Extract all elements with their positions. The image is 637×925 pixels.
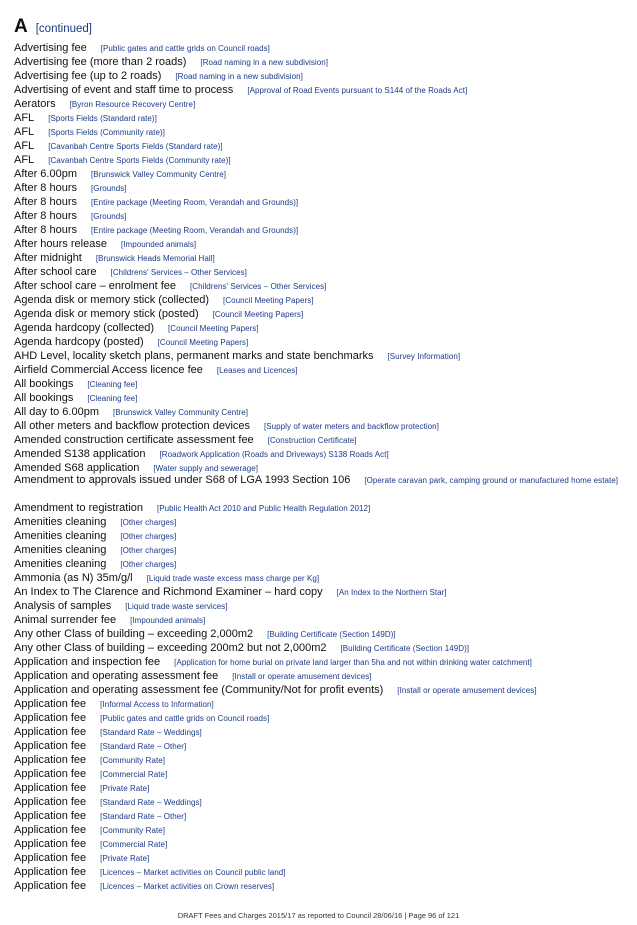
entry-reference[interactable]: [Byron Resource Recovery Centre] xyxy=(69,100,196,109)
index-entry xyxy=(14,598,626,612)
index-entry xyxy=(14,362,626,376)
entry-reference[interactable]: [Other charges] xyxy=(120,546,177,555)
entry-term: Animal surrender fee xyxy=(14,614,117,626)
index-entry xyxy=(14,794,626,808)
entry-term: Application fee xyxy=(14,726,87,738)
entry-reference[interactable]: [Council Meeting Papers] xyxy=(223,296,314,305)
index-entry xyxy=(14,138,626,152)
entry-reference[interactable]: [Standard Rate – Other] xyxy=(100,812,187,821)
entry-reference[interactable]: [Sports Fields (Community rate)] xyxy=(48,128,165,137)
entry-term: Any other Class of building – exceeding 200m2 but not 2,000m2 xyxy=(14,642,327,654)
index-entry xyxy=(14,752,626,766)
entry-term: Analysis of samples xyxy=(14,600,112,612)
entry-term: Amenities cleaning xyxy=(14,558,107,570)
entry-reference[interactable]: [Leases and Licences] xyxy=(216,366,298,375)
index-entry xyxy=(14,556,626,570)
index-entry xyxy=(14,612,626,626)
index-entry xyxy=(14,166,626,180)
index-entry xyxy=(14,446,626,460)
entry-term: After school care – enrolment fee xyxy=(14,280,177,292)
entry-reference[interactable]: [Brunswick Valley Community Centre] xyxy=(113,408,248,417)
index-entry xyxy=(14,404,626,418)
entry-reference[interactable]: [Commercial Rate] xyxy=(100,770,168,779)
entry-reference[interactable]: [Install or operate amusement devices] xyxy=(232,672,372,681)
index-entry xyxy=(14,654,626,668)
entry-reference[interactable]: [Public gates and cattle grids on Council roads] xyxy=(100,714,270,723)
entry-reference[interactable]: [Standard Rate – Weddings] xyxy=(100,798,202,807)
entry-term: Amended S68 application xyxy=(14,462,140,474)
index-entry xyxy=(14,780,626,794)
entry-reference[interactable]: [Road naming in a new subdivision] xyxy=(200,58,328,67)
index-entry xyxy=(14,850,626,864)
entry-term: AFL xyxy=(14,126,35,138)
index-entry xyxy=(14,54,626,68)
entry-term: After school care xyxy=(14,266,97,278)
index-entry xyxy=(14,626,626,640)
entry-term: Application and inspection fee xyxy=(14,656,161,668)
index-entry xyxy=(14,878,626,892)
index-entry xyxy=(14,500,626,514)
entry-term: All bookings xyxy=(14,378,74,390)
entry-reference[interactable]: [Operate caravan park, camping ground or manufactured home estate] xyxy=(364,476,619,485)
index-entry xyxy=(14,696,626,710)
entry-reference[interactable]: [Brunswick Valley Community Centre] xyxy=(90,170,226,179)
entry-term: AFL xyxy=(14,112,35,124)
entry-term: Advertising fee xyxy=(14,42,87,54)
index-entry xyxy=(14,724,626,738)
index-entry xyxy=(14,682,626,696)
entry-reference[interactable]: [Public Health Act 2010 and Public Health Regulation 2012] xyxy=(157,504,371,513)
index-entry xyxy=(14,124,626,138)
index-entry xyxy=(14,432,626,446)
index-entry xyxy=(14,390,626,404)
index-entry xyxy=(14,278,626,292)
entry-reference[interactable]: [Sports Fields (Standard rate)] xyxy=(48,114,157,123)
entry-term: AFL xyxy=(14,154,35,166)
entry-term: After 6.00pm xyxy=(14,168,77,180)
entry-term: Application fee xyxy=(14,740,87,752)
index-entry xyxy=(14,152,626,166)
index-entry xyxy=(14,292,626,306)
index-entry xyxy=(14,584,626,598)
page-footer: DRAFT Fees and Charges 2015/17 as reported to Council 28/06/16 | Page 96 of 121 xyxy=(177,911,460,920)
entry-term: Application and operating assessment fee xyxy=(14,670,219,682)
entry-reference[interactable]: [Install or operate amusement devices] xyxy=(397,686,537,695)
entry-term: After 8 hours xyxy=(14,196,77,208)
entry-term: Application fee xyxy=(14,712,87,724)
entry-term: Amenities cleaning xyxy=(14,516,107,528)
index-entry xyxy=(14,864,626,878)
index-entry xyxy=(14,418,626,432)
index-entry xyxy=(14,208,626,222)
index-entry xyxy=(14,264,626,278)
entry-term: Application fee xyxy=(14,810,87,822)
entry-term: Agenda hardcopy (collected) xyxy=(14,322,155,334)
index-entry xyxy=(14,96,626,110)
entry-term: All bookings xyxy=(14,392,74,404)
entry-term: Amended S138 application xyxy=(14,448,146,460)
entry-reference[interactable]: [Liquid trade waste services] xyxy=(125,602,228,611)
entry-reference[interactable]: [Other charges] xyxy=(120,518,177,527)
index-entry xyxy=(14,306,626,320)
entry-reference[interactable]: [Building Certificate (Section 149D)] xyxy=(340,644,470,653)
entry-reference[interactable]: [Commercial Rate] xyxy=(100,840,168,849)
entry-reference[interactable]: [Grounds] xyxy=(90,184,127,193)
entry-term: Any other Class of building – exceeding 2,000m2 xyxy=(14,628,254,640)
index-entry xyxy=(14,514,626,528)
index-entry xyxy=(14,836,626,850)
entry-reference[interactable]: [Entire package (Meeting Room, Verandah and Grounds)] xyxy=(90,198,299,207)
index-entry xyxy=(14,570,626,584)
index-entry xyxy=(14,82,626,96)
entry-reference[interactable]: [Childrens' Services – Other Services] xyxy=(110,268,247,277)
index-entry xyxy=(14,236,626,250)
entry-term: Aerators xyxy=(14,98,56,110)
entry-term: Application fee xyxy=(14,866,87,878)
entry-reference[interactable]: [Council Meeting Papers] xyxy=(157,338,249,347)
entry-reference[interactable]: [Public gates and cattle grids on Council roads] xyxy=(100,44,270,53)
entry-term: All day to 6.00pm xyxy=(14,406,99,418)
entry-term: Application fee xyxy=(14,838,87,850)
index-entry xyxy=(14,528,626,542)
section-letter: A xyxy=(14,16,28,37)
entry-reference[interactable]: [Private Rate] xyxy=(100,784,150,793)
entry-term: Application fee xyxy=(14,698,87,710)
index-entry xyxy=(14,766,626,780)
section-heading xyxy=(14,16,92,38)
entry-reference[interactable]: [Licences – Market activities on Crown reserves] xyxy=(100,882,275,891)
entry-term: Application fee xyxy=(14,768,87,780)
index-entry xyxy=(14,334,626,348)
entry-term: Application fee xyxy=(14,796,87,808)
index-entry xyxy=(14,376,626,390)
index-entry xyxy=(14,474,626,500)
entry-reference[interactable]: [Application for home burial on private land larger than 5ha and not within drinking water catchment] xyxy=(174,658,532,667)
entry-reference[interactable]: [Brunswick Heads Memorial Hall] xyxy=(95,254,215,263)
entry-term: Agenda hardcopy (posted) xyxy=(14,336,144,348)
index-entry xyxy=(14,822,626,836)
entry-term: Application fee xyxy=(14,880,87,892)
entry-term: Ammonia (as N) 35m/g/l xyxy=(14,572,133,584)
entry-term: Amenities cleaning xyxy=(14,530,107,542)
index-entry-list xyxy=(14,40,626,892)
entry-reference[interactable]: [Other charges] xyxy=(120,532,177,541)
entry-term: Amendment to registration xyxy=(14,502,144,514)
entry-term: Amenities cleaning xyxy=(14,544,107,556)
entry-term: Application fee xyxy=(14,782,87,794)
entry-reference[interactable]: [Council Meeting Papers] xyxy=(212,310,304,319)
entry-term: Amendment to approvals issued under S68 of LGA 1993 Section 106 xyxy=(14,474,351,486)
entry-reference[interactable]: [Impounded animals] xyxy=(130,616,206,625)
entry-term: An Index to The Clarence and Richmond Examiner – hard copy xyxy=(14,586,323,598)
index-entry xyxy=(14,180,626,194)
entry-term: AHD Level, locality sketch plans, permanent marks and state benchmarks xyxy=(14,350,374,362)
entry-reference[interactable]: [Supply of water meters and backflow protection] xyxy=(264,422,439,431)
entry-term: After 8 hours xyxy=(14,210,77,222)
entry-reference[interactable]: [Impounded animals] xyxy=(120,240,197,249)
index-entry xyxy=(14,222,626,236)
entry-term: Agenda disk or memory stick (collected) xyxy=(14,294,210,306)
entry-reference[interactable]: [Construction Certificate] xyxy=(267,436,357,445)
entry-reference[interactable]: [Building Certificate (Section 149D)] xyxy=(267,630,396,639)
entry-reference[interactable]: [Council Meeting Papers] xyxy=(168,324,259,333)
index-entry xyxy=(14,542,626,556)
entry-reference[interactable]: [Liquid trade waste excess mass charge per Kg] xyxy=(146,574,320,583)
index-entry xyxy=(14,194,626,208)
entry-reference[interactable]: [An Index to the Northern Star] xyxy=(336,588,447,597)
entry-reference[interactable]: [Water supply and sewerage] xyxy=(153,464,259,473)
entry-term: After 8 hours xyxy=(14,182,77,194)
entry-reference[interactable]: [Other charges] xyxy=(120,560,177,569)
entry-reference[interactable]: [Cavanbah Centre Sports Fields (Standard rate)] xyxy=(48,142,223,151)
entry-reference[interactable]: [Grounds] xyxy=(90,212,127,221)
entry-term: Application fee xyxy=(14,824,87,836)
index-entry xyxy=(14,68,626,82)
entry-term: Application fee xyxy=(14,754,87,766)
index-entry xyxy=(14,808,626,822)
entry-term: After 8 hours xyxy=(14,224,77,236)
entry-reference[interactable]: [Cavanbah Centre Sports Fields (Community rate)] xyxy=(48,156,231,165)
entry-reference[interactable]: [Road naming in a new subdivision] xyxy=(175,72,303,81)
entry-term: Application and operating assessment fee (Community/Not for profit events) xyxy=(14,684,384,696)
entry-reference[interactable]: [Approval of Road Events pursuant to S144 of the Roads Act] xyxy=(247,86,468,95)
index-entry xyxy=(14,460,626,474)
index-entry xyxy=(14,348,626,362)
entry-reference[interactable]: [Cleaning fee] xyxy=(87,380,138,389)
entry-term: All other meters and backflow protection devices xyxy=(14,420,251,432)
entry-reference[interactable]: [Roadwork Application (Roads and Driveways) S138 Roads Act] xyxy=(159,450,389,459)
entry-reference[interactable]: [Community Rate] xyxy=(100,826,165,835)
entry-reference[interactable]: [Survey Information] xyxy=(387,352,461,361)
entry-term: AFL xyxy=(14,140,35,152)
entry-term: Advertising fee (more than 2 roads) xyxy=(14,56,187,68)
section-continued-label: [continued] xyxy=(35,23,92,35)
entry-term: Application fee xyxy=(14,852,87,864)
entry-reference[interactable]: [Standard Rate – Other] xyxy=(100,742,187,751)
entry-term: Advertising fee (up to 2 roads) xyxy=(14,70,162,82)
entry-term: Advertising of event and staff time to process xyxy=(14,84,234,96)
entry-reference[interactable]: [Informal Access to Information] xyxy=(100,700,214,709)
index-entry xyxy=(14,668,626,682)
index-entry xyxy=(14,738,626,752)
entry-reference[interactable]: [Standard Rate – Weddings] xyxy=(100,728,202,737)
index-entry xyxy=(14,250,626,264)
entry-term: After midnight xyxy=(14,252,82,264)
entry-reference[interactable]: [Licences – Market activities on Council public land] xyxy=(100,868,286,877)
index-entry xyxy=(14,110,626,124)
index-entry xyxy=(14,40,626,54)
entry-reference[interactable]: [Private Rate] xyxy=(100,854,150,863)
entry-reference[interactable]: [Cleaning fee] xyxy=(87,394,138,403)
entry-term: Airfield Commercial Access licence fee xyxy=(14,364,203,376)
entry-reference[interactable]: [Entire package (Meeting Room, Verandah and Grounds)] xyxy=(90,226,299,235)
index-entry xyxy=(14,320,626,334)
entry-reference[interactable]: [Community Rate] xyxy=(100,756,165,765)
index-entry xyxy=(14,710,626,724)
entry-term: After hours release xyxy=(14,238,107,250)
entry-reference[interactable]: [Childrens' Services – Other Services] xyxy=(190,282,327,291)
entry-term: Amended construction certificate assessment fee xyxy=(14,434,254,446)
entry-term: Agenda disk or memory stick (posted) xyxy=(14,308,199,320)
index-entry xyxy=(14,640,626,654)
